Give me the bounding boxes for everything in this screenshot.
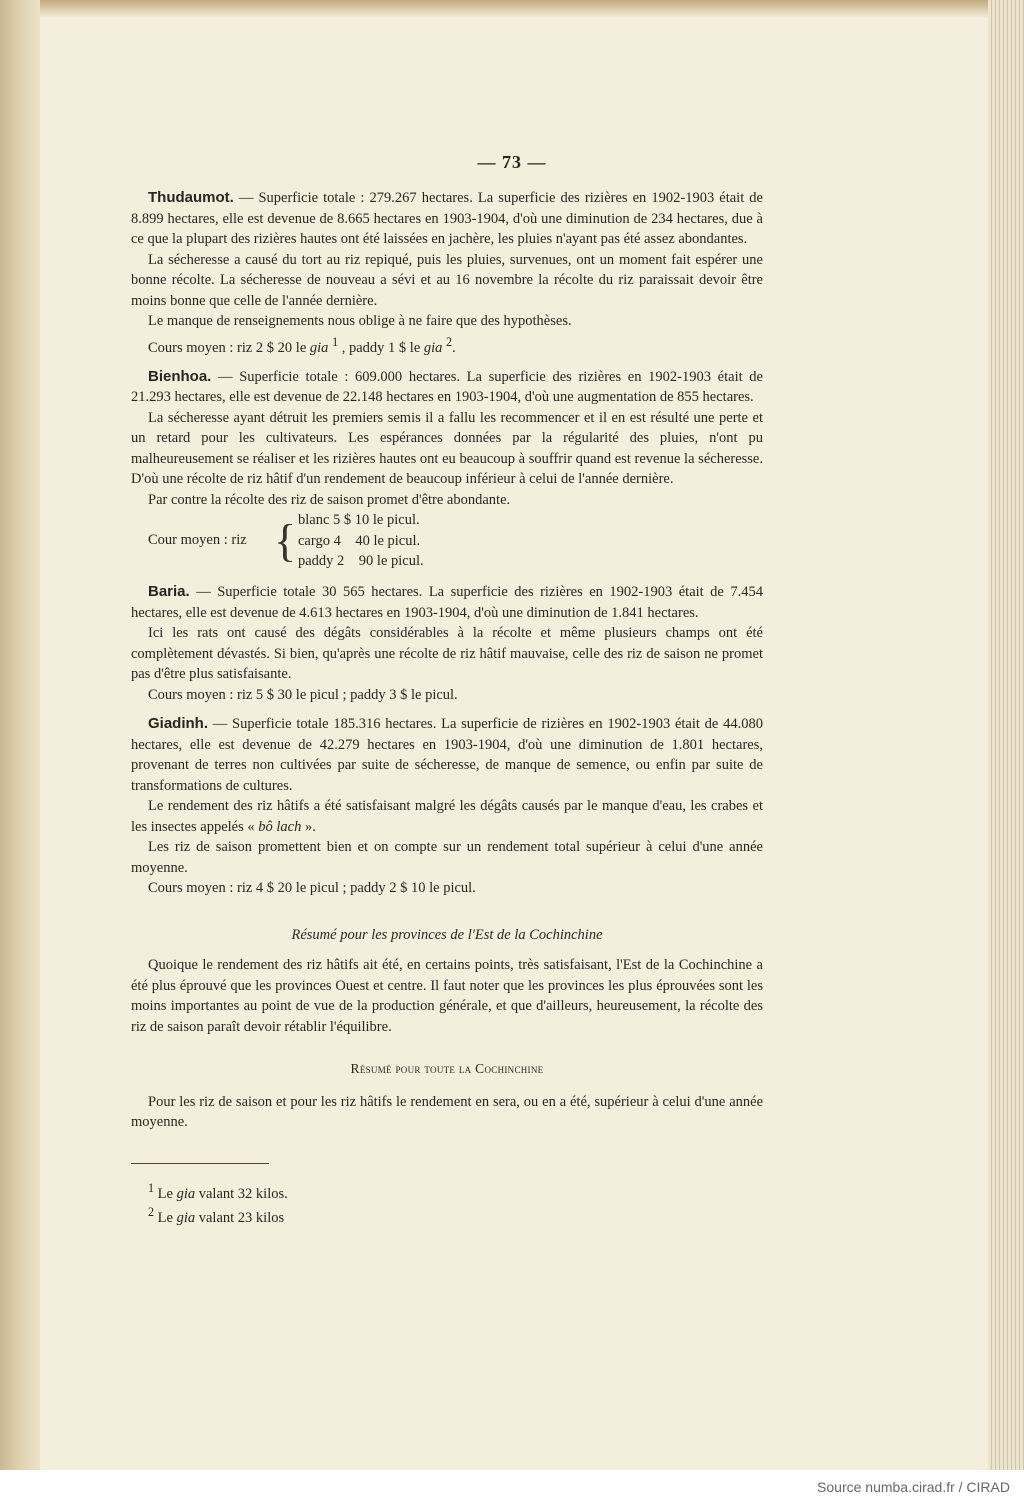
price-table xyxy=(148,510,763,573)
paragraph xyxy=(131,188,763,250)
paragraph-text: — Superficie totale 185.316 hectares. La superficie de rizières en 1902-1903 était de 44.080 hectares, elle est devenue de 42.279 hectares en 1903-1904, d'où une diminution de 1.801 hectares, provenant de terres non cultivées par suite de sécheresse, de manque de semence, ou enfin par suite de transformations de cultures. xyxy=(131,716,763,794)
summary-heading-total: Résumé pour toute la Cochinchine xyxy=(350,1061,544,1077)
region-name: Giadinh. xyxy=(148,715,208,733)
page-body xyxy=(131,188,763,1226)
price-row: blanc 5 $ 10 le picul. xyxy=(298,512,420,529)
footnote-mark: 1 xyxy=(148,1180,155,1195)
page-top-edge xyxy=(40,0,988,18)
book-gutter xyxy=(0,0,40,1505)
price-line: Cours moyen : riz 5 $ 30 le picul ; paddy 3 $ le picul. xyxy=(148,686,458,703)
footnote-ref: 2 xyxy=(446,334,453,349)
region-name: Bienhoa. xyxy=(148,367,212,385)
brace: { xyxy=(274,515,297,567)
paragraph: Le rendement des riz hâtifs a été satisfaisant malgré les dégâts causés par le manque d'eau, les crabes et les insectes appelés « bô lach ». xyxy=(131,798,763,835)
paragraph: Le manque de renseignements nous oblige à ne faire que des hypothèses. xyxy=(148,313,572,329)
section-thudaumot xyxy=(131,188,763,358)
paragraph-text: — Superficie totale : 609.000 hectares. La superficie des rizières en 1902-1903 était de 21.293 hectares, elle est devenue de 22.148 hectares en 1903-1904, d'où une augmentation de 855 hectares. xyxy=(131,368,763,406)
footnote-rule xyxy=(131,1163,269,1164)
summary-paragraph-total: Pour les riz de saison et pour les riz hâtifs le rendement en sera, ou en a été, supérieur à celui d'une année moyenne. xyxy=(131,1093,763,1131)
footnote: $^1$ Le gia valant 32 kilos. xyxy=(148,1180,288,1202)
region-name: Baria. xyxy=(148,583,190,601)
paragraph xyxy=(131,582,763,623)
footnote-mark: 2 xyxy=(148,1204,155,1219)
source-credit-bar xyxy=(0,1470,1024,1505)
paragraph: La sécheresse ayant détruit les premiers semis il a fallu les recommencer et il en est résulté une perte et un retard pour les cultivateurs. Les espérances données par la régularité des pluies, n'ont pu malheureusement se réaliser et les rizières hautes ont eu beaucoup à souffrir quand est revenue la sécheresse. D'où une récolte de riz hâtif d'un rendement de beaucoup inférieur à celui de l'année dernière. xyxy=(131,409,763,488)
price-line: Cours moyen : riz 4 $ 20 le picul ; paddy 2 $ 10 le picul. xyxy=(148,880,476,897)
section-bienhoa xyxy=(131,367,763,574)
page-number: — 73 — xyxy=(477,152,547,172)
paragraph xyxy=(131,367,763,408)
section-giadinh xyxy=(131,714,763,899)
paragraph xyxy=(131,714,763,796)
region-name: Thudaumot. xyxy=(148,189,234,206)
footnote-ref: 1 xyxy=(332,334,339,349)
summary-paragraph-east: Quoique le rendement des riz hâtifs ait été, en certains points, très satisfaisant, l'Est de la Cochinchine a été plus éprouvé que les provinces Ouest et centre. Il faut noter que les provinces les plus éprouvées sont les moins importantes au point de vue de la production générale, et que d'ailleurs, heureusement, la récolte des riz de saison paraît devoir rétablir l'équilibre. xyxy=(131,957,763,1035)
paragraph: Par contre la récolte des riz de saison promet d'être abondante. xyxy=(148,491,511,508)
paragraph-text: — Superficie totale 30 565 hectares. La superficie des rizières en 1902-1903 était de 7.454 hectares, elle est devenue de 4.613 hectares en 1903-1904, d'où une diminution de 1.841 hectares. xyxy=(131,584,763,621)
summary-heading-east: Résumé pour les provinces de l'Est de la Cochinchine xyxy=(291,926,603,943)
paragraph: La sécheresse a causé du tort au riz repiqué, puis les pluies, survenues, ont un moment fait espérer une bonne récolte. La sécheresse de nouveau a sévi et au 16 novembre la récolte du riz paraissait devoir être moins bonne que celle de l'année dernière. xyxy=(131,251,763,309)
price-row: paddy 2 90 le picul. xyxy=(298,553,424,570)
paragraph-text: — Superficie totale : 279.267 hectares. La superficie des rizières en 1902-1903 était de 8.899 hectares, elle est devenue de 8.665 hectares en 1903-1904, d'où une diminution de 234 hectares, due à ce que la plupart des rizières hautes ont été laissées en jachère, les pluies n'ayant pas été assez abondantes. xyxy=(131,190,763,247)
price-label: Cour moyen : riz xyxy=(148,532,247,549)
paragraph: Ici les rats ont causé des dégâts considérables à la récolte et même plusieurs champs ont été complètement dévastés. Si bien, qu'après une récolte de riz hâtif mauvaise, celle des riz de saison ne promet pas d'être plus satisfaisante. xyxy=(131,625,763,683)
price-line: Cours moyen : riz 2 $ 20 le gia $^1$ , paddy 1 $ le gia $^2$. xyxy=(148,334,456,356)
paragraph: Les riz de saison promettent bien et on compte sur un rendement total supérieur à celui d'une année moyenne. xyxy=(131,839,763,876)
footnote: $^2$ Le gia valant 23 kilos xyxy=(148,1204,285,1226)
section-baria xyxy=(131,582,763,705)
price-row: cargo 4 40 le picul. xyxy=(298,532,421,549)
page-fore-edge xyxy=(988,0,1024,1470)
price-lines xyxy=(298,510,424,572)
source-credit: Source numba.cirad.fr / CIRAD xyxy=(817,1479,1010,1495)
